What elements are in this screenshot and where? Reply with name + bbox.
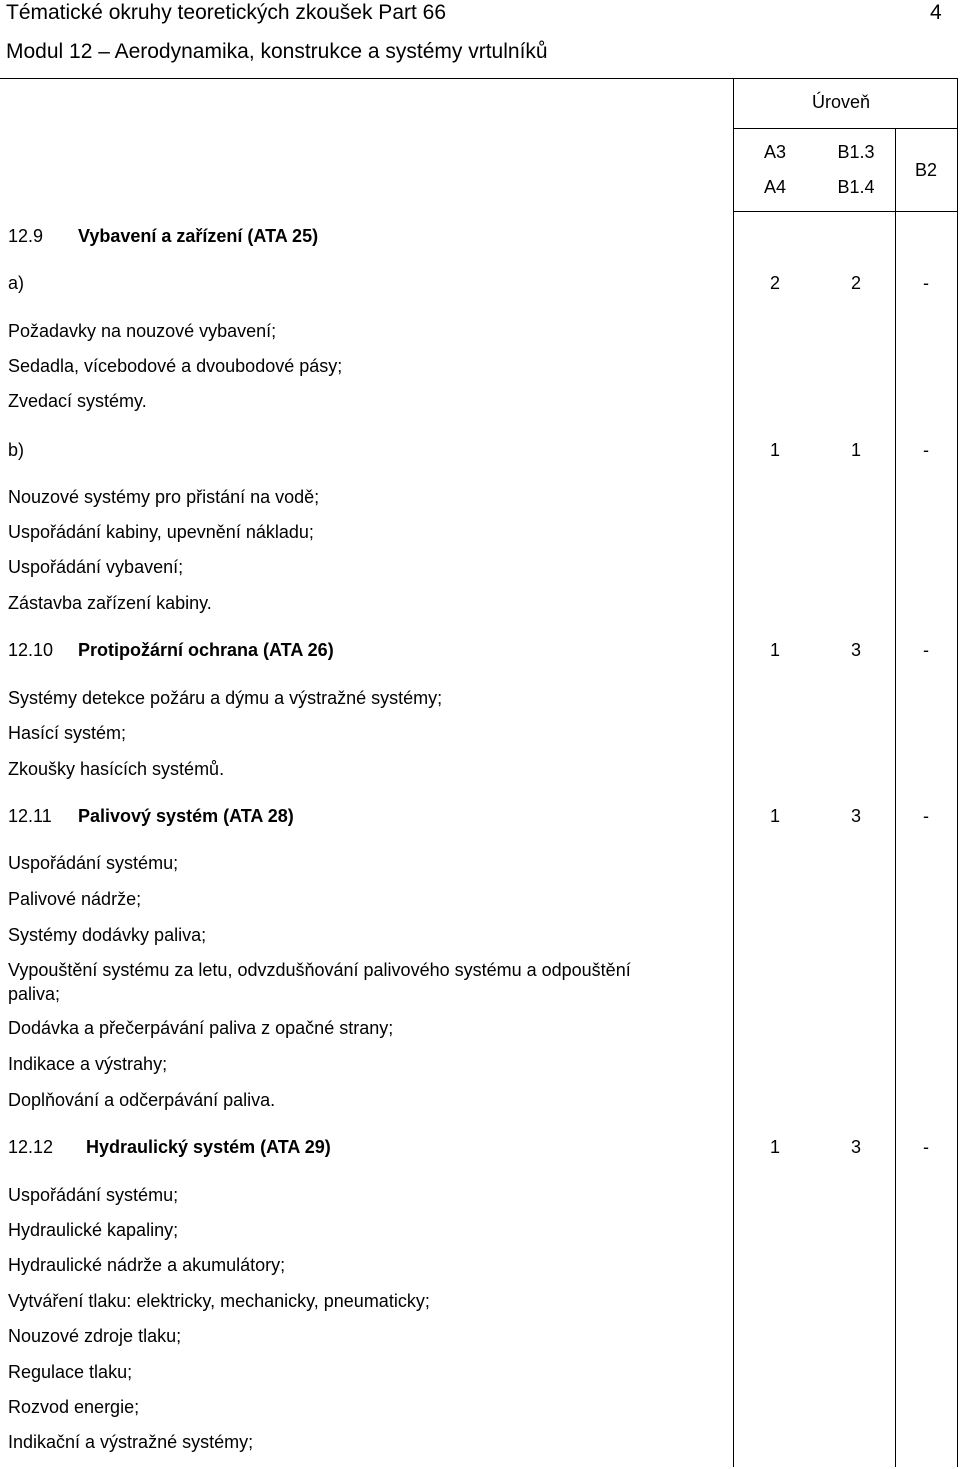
- section-heading-12-12: [8, 1137, 331, 1158]
- list-item: Rozvod energie;: [8, 1397, 140, 1417]
- header-rule: [0, 78, 958, 79]
- level-column-b2-divider: [895, 128, 896, 1467]
- list-item: Uspořádání kabiny, upevnění nákladu;: [8, 522, 314, 542]
- list-item: Zkoušky hasících systémů.: [8, 759, 225, 779]
- list-item: Regulace tlaku;: [8, 1362, 133, 1382]
- page-number: 4: [930, 1, 942, 24]
- level-value: -: [923, 806, 929, 826]
- list-item: Indikace a výstrahy;: [8, 1054, 168, 1074]
- level-value: -: [923, 1137, 929, 1157]
- list-item: Vytváření tlaku: elektricky, mechanicky, pneumaticky;: [8, 1291, 430, 1311]
- level-value: -: [923, 440, 929, 460]
- section-heading-12-10: [8, 640, 334, 661]
- level-col-b13: B1.3: [837, 142, 875, 162]
- section-number: 12.10: [8, 640, 54, 660]
- level-value: 2: [850, 273, 861, 293]
- level-value: 3: [850, 640, 861, 660]
- list-item: Požadavky na nouzové vybavení;: [8, 321, 277, 341]
- section-title: Protipožární ochrana (ATA 26): [78, 640, 334, 660]
- list-item: Uspořádání systému;: [8, 1185, 179, 1205]
- list-item-continuation: paliva;: [8, 984, 61, 1004]
- level-value: -: [923, 273, 929, 293]
- list-item: Vypouštění systému za letu, odvzdušňování palivového systému a odpouštění: [8, 960, 631, 980]
- level-col-b14: B1.4: [837, 177, 875, 197]
- section-title: Palivový systém (ATA 28): [78, 806, 294, 826]
- list-item: Dodávka a přečerpávání paliva z opačné strany;: [8, 1018, 394, 1038]
- level-value: 2: [769, 273, 780, 293]
- section-number: 12.12: [8, 1137, 54, 1157]
- level-col-a3: A3: [763, 142, 787, 162]
- document-title: Tématické okruhy teoretických zkoušek Part 66: [6, 1, 447, 24]
- level-value: 1: [769, 440, 780, 460]
- section-title: Vybavení a zařízení (ATA 25): [78, 226, 319, 246]
- level-value: -: [923, 640, 929, 660]
- list-item: Hydraulické nádrže a akumulátory;: [8, 1255, 286, 1275]
- level-column-left-border: [733, 78, 734, 1467]
- list-item: Uspořádání vybavení;: [8, 557, 184, 577]
- level-value: 3: [850, 1137, 861, 1157]
- level-col-a4: A4: [763, 177, 787, 197]
- level-value: 1: [850, 440, 861, 460]
- section-title: Hydraulický systém (ATA 29): [86, 1137, 331, 1157]
- section-heading-12-9: [8, 226, 318, 247]
- list-item: Systémy detekce požáru a dýmu a výstražné systémy;: [8, 688, 443, 708]
- level-value: 1: [769, 806, 780, 826]
- module-subtitle: Modul 12 – Aerodynamika, konstrukce a systémy vrtulníků: [6, 40, 548, 63]
- list-item: Nouzové zdroje tlaku;: [8, 1326, 182, 1346]
- list-item: Uspořádání systému;: [8, 853, 179, 873]
- list-item: Indikační a výstražné systémy;: [8, 1432, 254, 1452]
- section-heading-12-11: [8, 806, 294, 827]
- list-item: Systémy dodávky paliva;: [8, 925, 207, 945]
- list-item: Sedadla, vícebodové a dvoubodové pásy;: [8, 356, 343, 376]
- level-value: 1: [769, 640, 780, 660]
- level-value: 3: [850, 806, 861, 826]
- list-item: Zvedací systémy.: [8, 391, 147, 411]
- list-item: Hasící systém;: [8, 723, 127, 743]
- section-number: 12.9: [8, 226, 44, 246]
- list-item: Doplňování a odčerpávání paliva.: [8, 1090, 276, 1110]
- level-column-right-border: [957, 78, 958, 1467]
- list-item: Palivové nádrže;: [8, 889, 142, 909]
- subsection-label-b: b): [8, 440, 25, 460]
- list-item: Zástavba zařízení kabiny.: [8, 593, 212, 613]
- section-number: 12.11: [8, 806, 52, 826]
- level-table-bottom-rule: [733, 211, 958, 212]
- level-col-b2: B2: [914, 160, 938, 180]
- level-heading-rule: [733, 128, 958, 129]
- subsection-label-a: a): [8, 273, 25, 293]
- level-value: 1: [769, 1137, 780, 1157]
- list-item: Hydraulické kapaliny;: [8, 1220, 179, 1240]
- list-item: Nouzové systémy pro přistání na vodě;: [8, 487, 320, 507]
- level-heading: Úroveň: [812, 92, 871, 112]
